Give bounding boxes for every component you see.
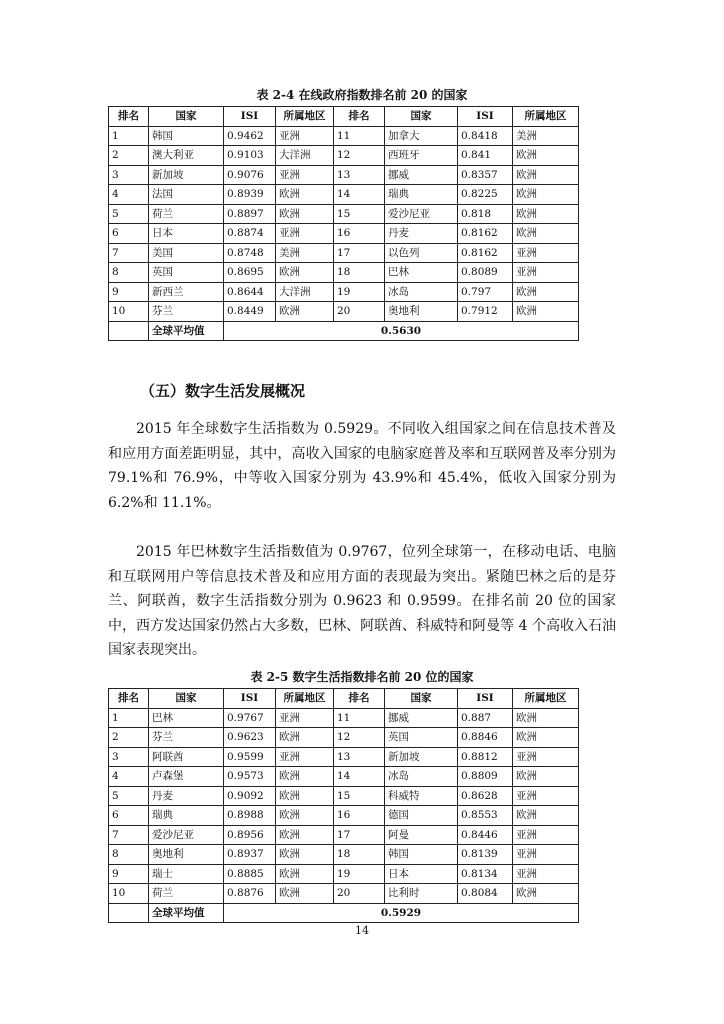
table-cell: 0.8628 bbox=[458, 786, 513, 806]
table-cell: 0.9767 bbox=[224, 708, 276, 728]
table-cell: 0.8809 bbox=[458, 767, 513, 787]
table-row bbox=[109, 728, 579, 748]
table-row bbox=[109, 185, 579, 205]
average-row bbox=[109, 903, 579, 923]
table-cell: 亚洲 bbox=[513, 243, 579, 263]
empty-cell bbox=[109, 321, 149, 341]
table-cell: 0.8897 bbox=[224, 204, 276, 224]
table-cell: 2 bbox=[109, 728, 149, 748]
column-header: ISI bbox=[224, 689, 276, 709]
table-cell: 欧洲 bbox=[276, 864, 334, 884]
table-cell: 欧洲 bbox=[513, 204, 579, 224]
table-cell: 0.7912 bbox=[458, 302, 513, 322]
table-cell: 欧洲 bbox=[513, 282, 579, 302]
table-cell: 瑞士 bbox=[149, 864, 224, 884]
egov-ranking-table bbox=[108, 106, 579, 341]
table-row bbox=[109, 708, 579, 728]
table-cell: 加拿大 bbox=[385, 126, 458, 146]
table-cell: 比利时 bbox=[385, 884, 458, 904]
table-cell: 0.797 bbox=[458, 282, 513, 302]
table-cell: 15 bbox=[334, 204, 385, 224]
table-cell: 英国 bbox=[149, 263, 224, 283]
table-cell: 0.8846 bbox=[458, 728, 513, 748]
table-cell: 亚洲 bbox=[513, 825, 579, 845]
table-cell: 9 bbox=[109, 864, 149, 884]
table-cell: 新西兰 bbox=[149, 282, 224, 302]
page-number: 14 bbox=[355, 924, 369, 937]
table-cell: 0.8695 bbox=[224, 263, 276, 283]
column-header: 排名 bbox=[334, 689, 385, 709]
table-row bbox=[109, 302, 579, 322]
table-cell: 14 bbox=[334, 767, 385, 787]
table-cell: 0.8225 bbox=[458, 185, 513, 205]
table-cell: 3 bbox=[109, 165, 149, 185]
table-cell: 美国 bbox=[149, 243, 224, 263]
column-header: 排名 bbox=[334, 107, 385, 127]
table-cell: 瑞典 bbox=[385, 185, 458, 205]
average-value: 0.5630 bbox=[224, 321, 579, 341]
column-header: 排名 bbox=[109, 107, 149, 127]
table-cell: 12 bbox=[334, 728, 385, 748]
table-cell: 0.9092 bbox=[224, 786, 276, 806]
table-cell: 巴林 bbox=[149, 708, 224, 728]
column-header: ISI bbox=[458, 689, 513, 709]
table-cell: 科威特 bbox=[385, 786, 458, 806]
table-row bbox=[109, 282, 579, 302]
table-row bbox=[109, 224, 579, 244]
table-cell: 0.8089 bbox=[458, 263, 513, 283]
column-header: 所属地区 bbox=[513, 689, 579, 709]
table-cell: 19 bbox=[334, 282, 385, 302]
table-cell: 亚洲 bbox=[513, 747, 579, 767]
table-cell: 0.8446 bbox=[458, 825, 513, 845]
table-cell: 4 bbox=[109, 767, 149, 787]
table-cell: 11 bbox=[334, 126, 385, 146]
table-cell: 0.8956 bbox=[224, 825, 276, 845]
table-cell: 0.8449 bbox=[224, 302, 276, 322]
table-cell: 欧洲 bbox=[276, 185, 334, 205]
table-cell: 欧洲 bbox=[513, 728, 579, 748]
table-cell: 欧洲 bbox=[513, 302, 579, 322]
table-cell: 欧洲 bbox=[513, 884, 579, 904]
table-cell: 8 bbox=[109, 263, 149, 283]
table-cell: 欧洲 bbox=[513, 185, 579, 205]
table-cell: 欧洲 bbox=[513, 146, 579, 166]
table-cell: 6 bbox=[109, 806, 149, 826]
table-cell: 阿联酋 bbox=[149, 747, 224, 767]
column-header: ISI bbox=[224, 107, 276, 127]
table-cell: 欧洲 bbox=[276, 728, 334, 748]
table-cell: 欧洲 bbox=[513, 767, 579, 787]
table-cell: 0.8939 bbox=[224, 185, 276, 205]
table-cell: 0.9573 bbox=[224, 767, 276, 787]
table-cell: 0.8748 bbox=[224, 243, 276, 263]
table-cell: 西班牙 bbox=[385, 146, 458, 166]
table-cell: 挪威 bbox=[385, 708, 458, 728]
table-cell: 0.8139 bbox=[458, 845, 513, 865]
table-cell: 巴林 bbox=[385, 263, 458, 283]
table-row bbox=[109, 165, 579, 185]
table-cell: 韩国 bbox=[385, 845, 458, 865]
table-cell: 17 bbox=[334, 243, 385, 263]
table-cell: 0.9103 bbox=[224, 146, 276, 166]
table-cell: 瑞典 bbox=[149, 806, 224, 826]
table-row bbox=[109, 806, 579, 826]
table-cell: 奥地利 bbox=[385, 302, 458, 322]
table-cell: 新加坡 bbox=[385, 747, 458, 767]
empty-cell bbox=[109, 903, 149, 923]
table-cell: 7 bbox=[109, 243, 149, 263]
table-cell: 芬兰 bbox=[149, 728, 224, 748]
table-cell: 8 bbox=[109, 845, 149, 865]
table-cell: 德国 bbox=[385, 806, 458, 826]
table-cell: 大洋洲 bbox=[276, 282, 334, 302]
table-cell: 韩国 bbox=[149, 126, 224, 146]
average-label: 全球平均值 bbox=[149, 903, 224, 923]
table-cell: 冰岛 bbox=[385, 767, 458, 787]
table-cell: 丹麦 bbox=[385, 224, 458, 244]
column-header: 国家 bbox=[149, 107, 224, 127]
table-cell: 奥地利 bbox=[149, 845, 224, 865]
table-cell: 0.8988 bbox=[224, 806, 276, 826]
table-cell: 法国 bbox=[149, 185, 224, 205]
table-cell: 13 bbox=[334, 747, 385, 767]
table-cell: 0.9599 bbox=[224, 747, 276, 767]
table-cell: 0.9623 bbox=[224, 728, 276, 748]
table-cell: 5 bbox=[109, 204, 149, 224]
table-cell: 荷兰 bbox=[149, 884, 224, 904]
table-row bbox=[109, 204, 579, 224]
table-row bbox=[109, 767, 579, 787]
table-cell: 欧洲 bbox=[276, 786, 334, 806]
table-cell: 3 bbox=[109, 747, 149, 767]
table-cell: 0.9076 bbox=[224, 165, 276, 185]
table-cell: 18 bbox=[334, 263, 385, 283]
table-cell: 5 bbox=[109, 786, 149, 806]
table-cell: 0.8885 bbox=[224, 864, 276, 884]
table-cell: 4 bbox=[109, 185, 149, 205]
table-cell: 亚洲 bbox=[513, 864, 579, 884]
table-cell: 9 bbox=[109, 282, 149, 302]
table-cell: 0.818 bbox=[458, 204, 513, 224]
table-cell: 欧洲 bbox=[513, 224, 579, 244]
table-row bbox=[109, 884, 579, 904]
table-cell: 14 bbox=[334, 185, 385, 205]
table-cell: 19 bbox=[334, 864, 385, 884]
table-cell: 10 bbox=[109, 302, 149, 322]
table-cell: 亚洲 bbox=[276, 708, 334, 728]
table-cell: 冰岛 bbox=[385, 282, 458, 302]
table-caption: 表 2-5 数字生活指数排名前 20 位的国家 bbox=[250, 670, 474, 684]
table-cell: 以色列 bbox=[385, 243, 458, 263]
table-row bbox=[109, 243, 579, 263]
table-cell: 0.9462 bbox=[224, 126, 276, 146]
table-cell: 芬兰 bbox=[149, 302, 224, 322]
column-header: 排名 bbox=[109, 689, 149, 709]
table-caption: 表 2-4 在线政府指数排名前 20 的国家 bbox=[256, 88, 468, 102]
table-cell: 亚洲 bbox=[513, 786, 579, 806]
table-row bbox=[109, 845, 579, 865]
column-header: 所属地区 bbox=[513, 107, 579, 127]
table-cell: 欧洲 bbox=[513, 806, 579, 826]
table-cell: 0.8357 bbox=[458, 165, 513, 185]
column-header: 所属地区 bbox=[276, 689, 334, 709]
table-cell: 亚洲 bbox=[276, 165, 334, 185]
table-cell: 0.8162 bbox=[458, 243, 513, 263]
table-cell: 美洲 bbox=[513, 126, 579, 146]
table-cell: 亚洲 bbox=[276, 747, 334, 767]
table-cell: 1 bbox=[109, 708, 149, 728]
column-header: 国家 bbox=[385, 689, 458, 709]
table-cell: 17 bbox=[334, 825, 385, 845]
table-cell: 日本 bbox=[149, 224, 224, 244]
section-heading: （五）数字生活发展概况 bbox=[140, 382, 306, 400]
table-cell: 13 bbox=[334, 165, 385, 185]
table-cell: 欧洲 bbox=[276, 302, 334, 322]
column-header: 国家 bbox=[385, 107, 458, 127]
table-cell: 0.841 bbox=[458, 146, 513, 166]
table-cell: 亚洲 bbox=[513, 845, 579, 865]
table-cell: 1 bbox=[109, 126, 149, 146]
table-cell: 欧洲 bbox=[276, 204, 334, 224]
table-cell: 16 bbox=[334, 224, 385, 244]
table-cell: 20 bbox=[334, 884, 385, 904]
table-cell: 亚洲 bbox=[276, 224, 334, 244]
table-cell: 卢森堡 bbox=[149, 767, 224, 787]
table-cell: 15 bbox=[334, 786, 385, 806]
table-cell: 10 bbox=[109, 884, 149, 904]
table-header-row bbox=[109, 107, 579, 127]
table-cell: 荷兰 bbox=[149, 204, 224, 224]
table-cell: 亚洲 bbox=[276, 126, 334, 146]
table-cell: 11 bbox=[334, 708, 385, 728]
table-cell: 日本 bbox=[385, 864, 458, 884]
column-header: 所属地区 bbox=[276, 107, 334, 127]
table-cell: 0.8876 bbox=[224, 884, 276, 904]
table-cell: 爱沙尼亚 bbox=[149, 825, 224, 845]
table-cell: 欧洲 bbox=[276, 884, 334, 904]
table-cell: 12 bbox=[334, 146, 385, 166]
table-row bbox=[109, 864, 579, 884]
table-cell: 0.8812 bbox=[458, 747, 513, 767]
table-cell: 欧洲 bbox=[276, 263, 334, 283]
table-cell: 爱沙尼亚 bbox=[385, 204, 458, 224]
table-cell: 澳大利亚 bbox=[149, 146, 224, 166]
table-cell: 欧洲 bbox=[276, 845, 334, 865]
table-cell: 挪威 bbox=[385, 165, 458, 185]
table-cell: 0.8937 bbox=[224, 845, 276, 865]
table-cell: 16 bbox=[334, 806, 385, 826]
table-cell: 18 bbox=[334, 845, 385, 865]
table-row bbox=[109, 786, 579, 806]
table-cell: 6 bbox=[109, 224, 149, 244]
table-row bbox=[109, 263, 579, 283]
table-cell: 欧洲 bbox=[513, 165, 579, 185]
table-cell: 0.8084 bbox=[458, 884, 513, 904]
column-header: 国家 bbox=[149, 689, 224, 709]
table-cell: 0.887 bbox=[458, 708, 513, 728]
table-cell: 20 bbox=[334, 302, 385, 322]
table-cell: 0.8134 bbox=[458, 864, 513, 884]
table-cell: 欧洲 bbox=[276, 806, 334, 826]
table-cell: 英国 bbox=[385, 728, 458, 748]
average-label: 全球平均值 bbox=[149, 321, 224, 341]
table-header-row bbox=[109, 689, 579, 709]
table-row bbox=[109, 747, 579, 767]
table-cell: 美洲 bbox=[276, 243, 334, 263]
table-cell: 0.8162 bbox=[458, 224, 513, 244]
table-cell: 0.8644 bbox=[224, 282, 276, 302]
table-cell: 7 bbox=[109, 825, 149, 845]
digital-life-ranking-table bbox=[108, 688, 579, 923]
table-cell: 2 bbox=[109, 146, 149, 166]
paragraph: 2015 年巴林数字生活指数值为 0.9767，位列全球第一，在移动电话、电脑和互联网用户等信息技术普及和应用方面的表现最为突出。紧随巴林之后的是芬兰、阿联酋，数字生活指数分别为 0.9623 和 0.9599。在排名前 20 位的国家中，西方发达国家仍然占大多数，巴林、阿联酋、科威特和阿曼等 4 个高收入石油国家表现突出。 bbox=[108, 544, 616, 658]
average-value: 0.5929 bbox=[224, 903, 579, 923]
table-cell: 亚洲 bbox=[513, 263, 579, 283]
table-cell: 0.8418 bbox=[458, 126, 513, 146]
table-row bbox=[109, 126, 579, 146]
paragraph: 2015 年全球数字生活指数为 0.5929。不同收入组国家之间在信息技术普及和应用方面差距明显，其中，高收入国家的电脑家庭普及率和互联网普及率分别为 79.1%和 76.9%，中等收入国家分别为 43.9%和 45.4%，低收入国家分别为 6.2%和 11.1%。 bbox=[108, 421, 616, 511]
table-cell: 阿曼 bbox=[385, 825, 458, 845]
table-cell: 0.8874 bbox=[224, 224, 276, 244]
table-cell: 0.8553 bbox=[458, 806, 513, 826]
average-row bbox=[109, 321, 579, 341]
table-cell: 丹麦 bbox=[149, 786, 224, 806]
table-cell: 欧洲 bbox=[513, 708, 579, 728]
table-row bbox=[109, 146, 579, 166]
table-cell: 欧洲 bbox=[276, 767, 334, 787]
table-cell: 大洋洲 bbox=[276, 146, 334, 166]
table-cell: 新加坡 bbox=[149, 165, 224, 185]
column-header: ISI bbox=[458, 107, 513, 127]
table-cell: 欧洲 bbox=[276, 825, 334, 845]
table-row bbox=[109, 825, 579, 845]
